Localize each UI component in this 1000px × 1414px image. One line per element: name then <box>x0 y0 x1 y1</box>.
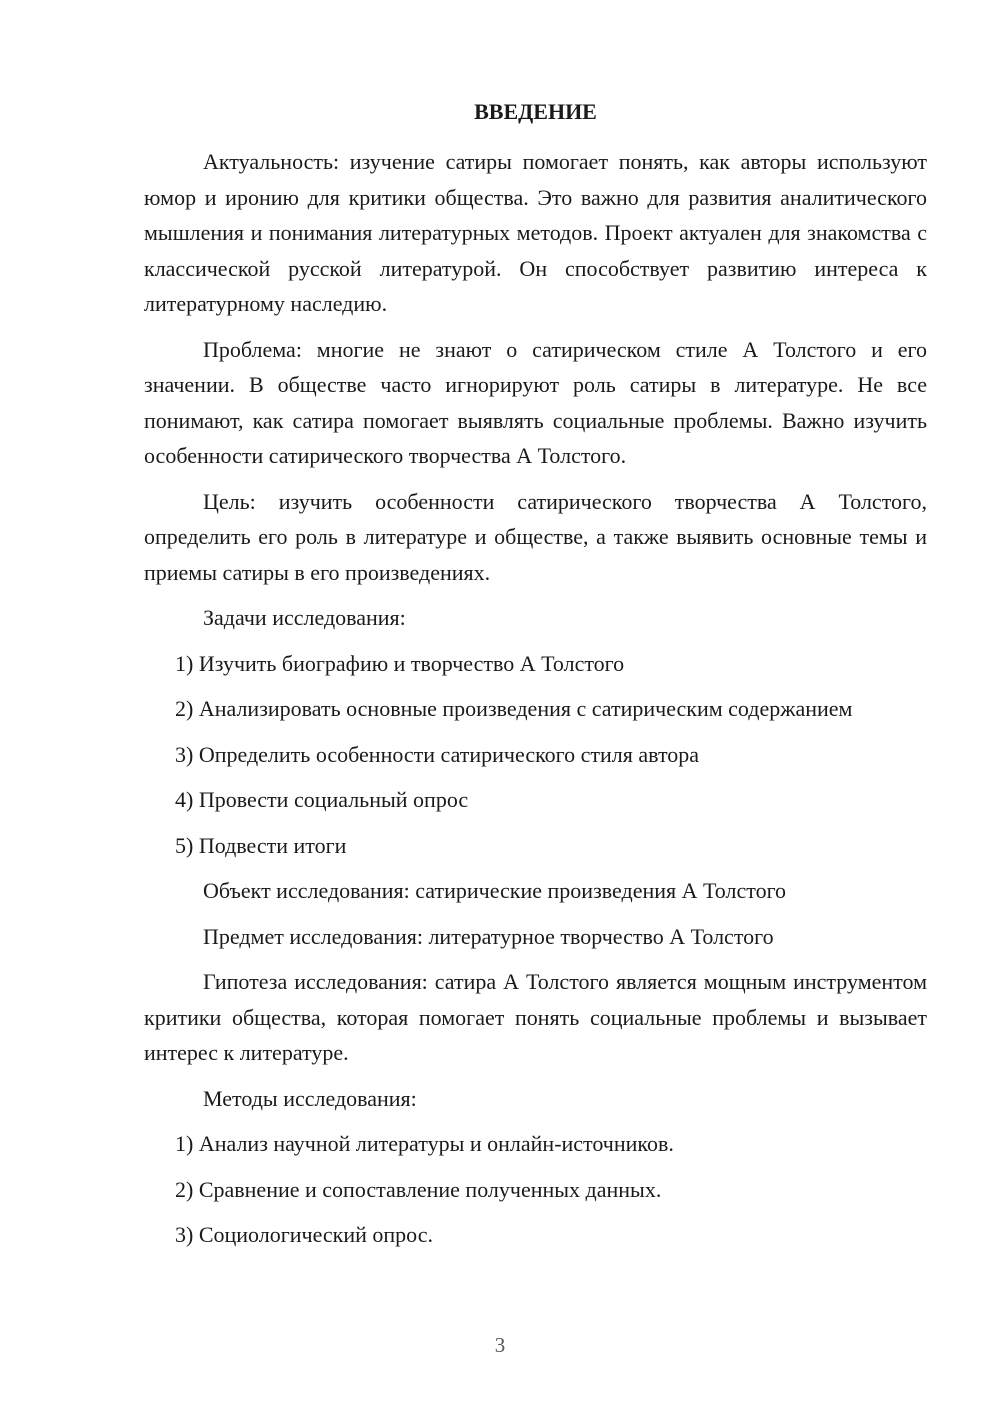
task-item: 1) Изучить биографию и творчество А Толстого <box>175 650 625 676</box>
task-item: 4) Провести социальный опрос <box>175 787 469 812</box>
relevance-paragraph: Актуальность: изучение сатиры помогает понять, как авторы используют юмор и иронию для критики общества. Это важно для развития аналитического мышления и понимания литературных методов. Проект актуален для знакомства с классической русской литературой. Он способствует развитию интереса к литературному наследию. <box>144 149 927 316</box>
hypothesis-paragraph: Гипотеза исследования: сатира А Толстого является мощным инструментом критики общества, которая помогает понять социальные проблемы и вызывает интерес к литературе. <box>144 969 927 1065</box>
page-content <box>144 94 927 1263</box>
task-item: 2) Анализировать основные произведения с сатирическим содержанием <box>175 696 853 721</box>
task-item: 5) Подвести итоги <box>175 832 347 858</box>
method-item: 1) Анализ научной литературы и онлайн-источников. <box>175 1131 674 1156</box>
goal-paragraph: Цель: изучить особенности сатирического творчества А Толстого, определить его роль в литературе и обществе, а также выявить основные темы и приемы сатиры в его произведениях. <box>144 488 927 585</box>
page-title: ВВЕДЕНИЕ <box>474 99 597 124</box>
subject-paragraph: Предмет исследования: литературное творчество А Толстого <box>203 923 774 949</box>
task-item: 3) Определить особенности сатирического стиля автора <box>175 741 700 767</box>
method-item: 3) Социологический опрос. <box>175 1222 433 1247</box>
page-number: 3 <box>494 1333 506 1357</box>
problem-paragraph: Проблема: многие не знают о сатирическом стиле А Толстого и его значении. В обществе часто игнорируют роль сатиры в литературе. Не все понимают, как сатира помогает выявлять социальные проблемы. Важно изучить особенности сатирического творчества А Толстого. <box>144 336 927 468</box>
tasks-heading: Задачи исследования: <box>203 605 406 630</box>
method-item: 2) Сравнение и сопоставление полученных данных. <box>175 1176 662 1202</box>
methods-heading: Методы исследования: <box>203 1085 417 1111</box>
object-paragraph: Объект исследования: сатирические произведения А Толстого <box>203 878 787 903</box>
